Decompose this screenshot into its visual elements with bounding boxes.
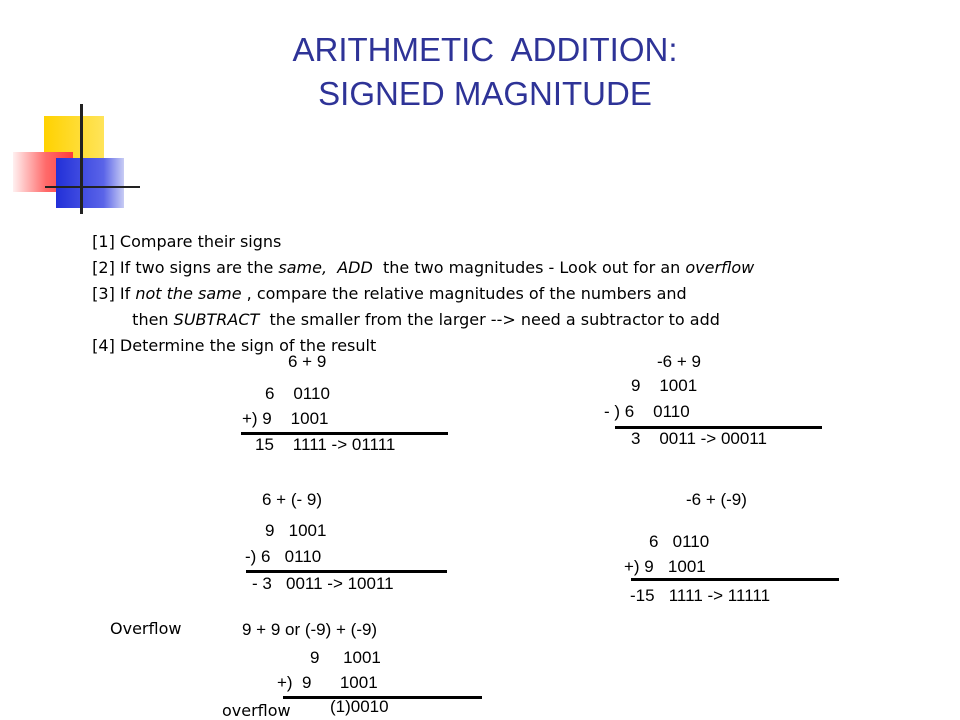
rule-emphasis: same, ADD: [278, 258, 373, 277]
logo-decoration: [0, 100, 140, 210]
overflow-result-label: overflow: [222, 701, 291, 720]
example-1-result: 15 1111 -> 01111: [255, 435, 396, 454]
rule-emphasis: not the same: [135, 284, 242, 303]
overflow-line2: +) 9 1001: [277, 673, 378, 692]
rule-text: the two magnitudes - Look out for an: [372, 258, 686, 277]
example-2-line1: 9 1001: [631, 376, 698, 395]
rule-2-num: [2]: [92, 258, 120, 277]
overflow-line1: 9 1001: [310, 648, 381, 667]
rule-text: If: [119, 284, 136, 303]
rule-text: the smaller from the larger --> need a subtractor to add: [259, 310, 720, 329]
blue-square: [56, 158, 124, 208]
example-4-sum-line: [631, 578, 839, 581]
rule-3-num: [3]: [92, 284, 120, 303]
overflow-title: 9 + 9 or (-9) + (-9): [242, 620, 378, 639]
rule-4: [82, 317, 376, 355]
rule-emphasis: overflow: [685, 258, 755, 277]
rule-emphasis: SUBTRACT: [173, 310, 260, 329]
rule-text: Compare their signs: [119, 232, 282, 251]
logo-horizontal-line: [45, 186, 140, 188]
example-1-line1: 6 0110: [265, 384, 330, 403]
rule-text: If two signs are the: [119, 258, 279, 277]
example-4-line2: +) 9 1001: [624, 557, 706, 576]
overflow-label: Overflow: [110, 619, 182, 638]
logo-vertical-line: [80, 104, 83, 214]
slide-title-line1: ARITHMETIC ADDITION:: [292, 31, 678, 68]
example-3-sum-line: [246, 570, 447, 573]
example-1-title: 6 + 9: [288, 352, 327, 371]
rule-text: then: [132, 310, 174, 329]
example-3-line1: 9 1001: [265, 521, 327, 540]
example-4-title: -6 + (-9): [686, 490, 747, 509]
example-2-line2: - ) 6 0110: [604, 402, 690, 421]
example-3-result: - 3 0011 -> 10011: [252, 574, 394, 593]
overflow-result: (1)0010: [330, 697, 389, 716]
slide-title-line2: SIGNED MAGNITUDE: [318, 75, 652, 112]
rule-4-num: [4]: [92, 336, 120, 355]
example-1-line2: +) 9 1001: [242, 409, 329, 428]
example-4-line1: 6 0110: [649, 532, 710, 551]
example-2-result: 3 0011 -> 00011: [631, 429, 767, 448]
example-4-result: -15 1111 -> 11111: [630, 586, 771, 605]
example-2-title: -6 + 9: [657, 352, 701, 371]
rule-1-num: [1]: [92, 232, 120, 251]
example-3-title: 6 + (- 9): [262, 490, 322, 509]
rule-text: , compare the relative magnitudes of the numbers and: [241, 284, 687, 303]
example-3-line2: -) 6 0110: [245, 547, 322, 566]
rule-text: Determine the sign of the result: [119, 336, 377, 355]
